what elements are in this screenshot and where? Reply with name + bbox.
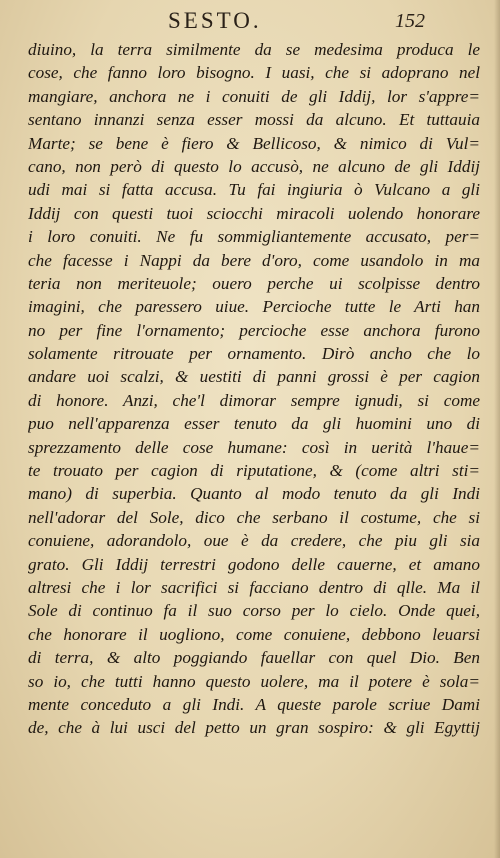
text-line: de, che à lui usci del petto un gran sospiro: & gli Egyttij [28,718,480,738]
text-line: imagini, che paressero uiue. Percioche tutte le Arti han [28,297,480,317]
text-line: cose, che fanno loro bisogno. I uasi, che si adoprano nel [28,63,480,83]
text-line: nell'adorar del Sole, dico che serbano il costume, che si [28,507,480,527]
text-line: di terra, & alto poggiando fauellar con quel Dio. Ben [28,648,480,668]
page-header [0,8,500,36]
text-line: i loro conuiti. Ne fu sommigliantemente accusato, per= [28,227,480,247]
text-line: mente conceduto a gli Indi. A queste parole scriue Dami [28,694,480,714]
text-line: te trouato per cagion di riputatione, & (come altri sti= [28,461,480,481]
body-text [28,38,480,740]
text-line: no per fine l'ornamento; percioche esse anchora furono [28,320,480,340]
text-line: solamente ritrouate per ornamento. Dirò ancho che lo [28,344,480,364]
text-line: Sole di continuo fa il suo corso per lo cielo. Onde quei, [28,601,480,621]
text-line: so io, che tutti hanno questo uolere, ma il potere è sola= [28,671,480,691]
text-line: mangiare, anchora ne i conuiti de gli Iddij, lor s'appre= [28,86,480,106]
text-line: mano) di superbia. Quanto al modo tenuto da gli Indi [28,484,480,504]
page-number: 152 [395,10,425,32]
text-line: grato. Gli Iddij terrestri godono delle cauerne, et amano [28,554,480,574]
text-line: che honorare il uogliono, come conuiene, debbono leuarsi [28,624,480,644]
text-line: puo nell'apparenza esser tenuto da gli huomini uno di [28,414,480,434]
text-line: sentano innanzi senza esser mossi da alcuno. Et tuttauia [28,110,480,130]
running-head: SESTO. [168,8,262,33]
text-line: di honore. Anzi, che'l dimorar sempre ignudi, si come [28,390,480,410]
text-line: cano, non però di questo lo accusò, ne alcuno de gli Iddij [28,156,480,176]
text-line: andare uoi scalzi, & uestiti di panni grossi è per cagion [28,367,480,387]
text-line: conuiene, adorandolo, oue è da credere, che piu gli sia [28,531,480,551]
text-line: che facesse i Nappi da bere d'oro, come usandolo in ma [28,250,480,270]
text-line: udi mai si fatta accusa. Tu fai ingiuria ò Vulcano a gli [28,180,480,200]
text-line: sprezzamento delle cose humane: così in uerità l'haue= [28,437,480,457]
page-edge-shadow [494,0,500,858]
text-line: altresi che i lor sacrifici si facciano dentro di qlle. Ma il [28,577,480,597]
text-line: Iddij con questi tuoi sciocchi miracoli uolendo honorare [28,203,480,223]
text-line: diuino, la terra similmente da se medesima produca le [28,40,480,59]
text-line: teria non meriteuole; ouero perche ui scolpisse dentro [28,273,480,293]
text-line: Marte; se bene è fiero & Bellicoso, & nimico di Vul= [28,133,480,153]
